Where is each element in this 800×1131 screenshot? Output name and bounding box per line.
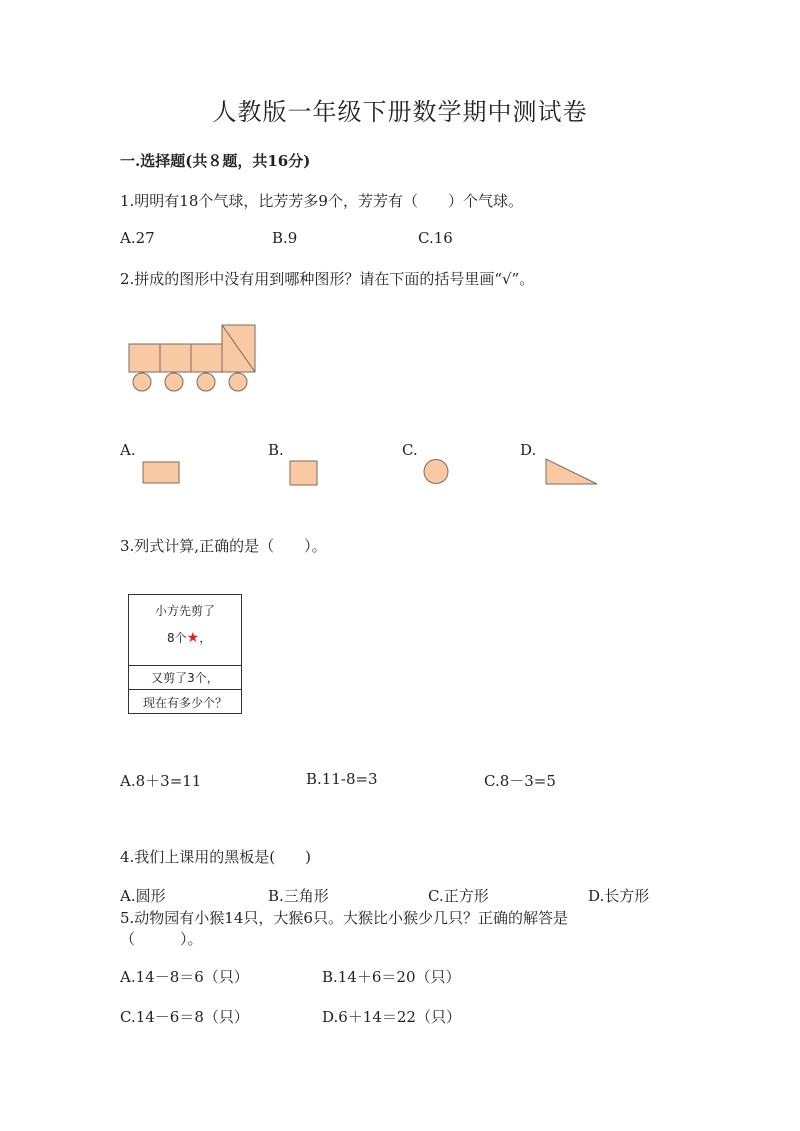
word-problem-line-3: 又剪了3个， [151,671,219,685]
question-2-option-a[interactable]: A. [120,441,136,459]
truck-wheel-2 [165,373,183,391]
word-problem-line-4: 现在有多少个？ [142,696,227,710]
section-heading: 一.选择题(共８题，共16分) [120,152,311,170]
question-2-text: 2.拼成的图形中没有用到哪种图形？请在下面的括号里画“√”。 [120,270,535,288]
truck-wheel-4 [229,373,247,391]
box-divider-1 [129,665,241,666]
word-problem-count: 8个 [167,631,187,645]
box-divider-2 [129,689,241,690]
question-4-option-c[interactable]: C.正方形 [428,887,489,905]
question-2-option-b[interactable]: B. [268,441,284,459]
question-2-option-c[interactable]: C. [402,441,418,459]
question-3-option-a[interactable]: A.8＋3=11 [120,772,202,790]
rectangle-shape [142,461,180,485]
word-problem-comma: ， [199,631,212,645]
question-5-option-b[interactable]: B.14＋6＝20（只） [322,968,461,986]
question-5-option-c[interactable]: C.14－6＝8（只） [120,1008,249,1026]
triangle-shape [544,458,600,488]
question-5-text-line-1: 5.动物园有小猴14只，大猴6只。大猴比小猴少几只？正确的解答是 [120,909,568,927]
question-1-text: 1.明明有18个气球，比芳芳多9个，芳芳有（ ）个气球。 [120,192,523,210]
question-1-option-c[interactable]: C.16 [418,229,453,247]
truck-body-square-2 [160,344,191,372]
question-4-option-b[interactable]: B.三角形 [268,887,329,905]
truck-figure [120,318,265,398]
truck-body-square-3 [191,344,222,372]
question-1-option-a[interactable]: A.27 [120,229,155,247]
star-icon: ★ [186,630,200,646]
square-shape [289,460,319,487]
truck-wheel-1 [133,373,151,391]
word-problem-line-1: 小方先剪了 [154,604,215,618]
truck-body-square-1 [129,344,160,372]
question-5-option-d[interactable]: D.6＋14＝22（只） [322,1008,461,1026]
word-problem-line-2 [167,629,211,646]
word-problem-box [128,594,242,714]
question-2-option-d[interactable]: D. [520,441,537,459]
question-3-option-b[interactable]: B.11-8=3 [306,770,378,788]
question-1-option-b[interactable]: B.9 [272,229,298,247]
page-title: 人教版一年级下册数学期中测试卷 [212,98,588,126]
question-4-option-d[interactable]: D.长方形 [588,887,650,905]
question-4-text: 4.我们上课用的黑板是( ) [120,848,312,866]
truck-wheel-3 [197,373,215,391]
question-3-text: 3.列式计算,正确的是（ ）。 [120,537,327,555]
question-5-text-line-2: （ ）。 [120,930,203,948]
question-3-option-c[interactable]: C.8－3=5 [484,772,556,790]
question-4-option-a[interactable]: A.圆形 [120,887,166,905]
circle-shape [422,458,450,486]
question-5-option-a[interactable]: A.14－8＝6（只） [120,968,249,986]
